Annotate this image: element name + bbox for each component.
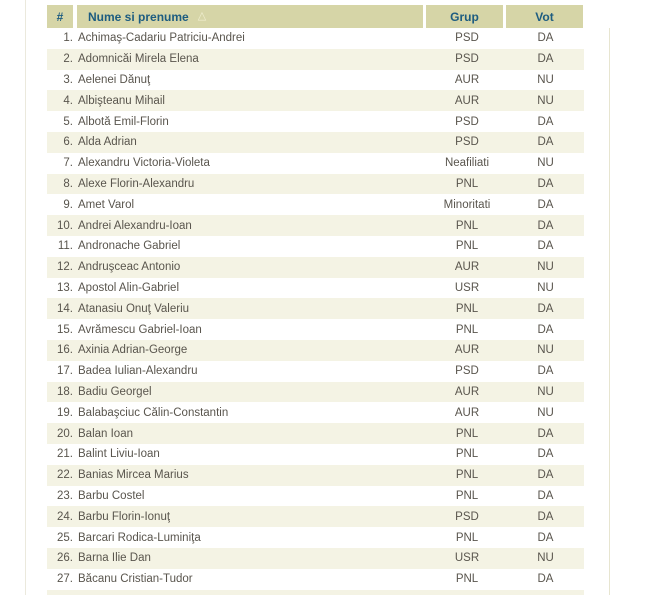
cell-num: 2.	[63, 53, 73, 66]
cell-vote: DA	[537, 573, 554, 586]
cell-group: PNL	[455, 448, 479, 461]
cell-group: PNL	[455, 219, 479, 232]
cell-group: AUR	[454, 261, 480, 274]
column-header-vote[interactable]: Vot	[506, 5, 583, 28]
cell-num: 26.	[57, 552, 73, 565]
cell-vote: DA	[537, 177, 554, 190]
table-body	[47, 28, 584, 590]
cell-group: PNL	[455, 573, 479, 586]
cell-num: 7.	[63, 157, 73, 170]
cell-num: 3.	[63, 73, 73, 86]
cell-name: Barcari Rodica-Luminiţa	[78, 531, 201, 544]
cell-group: PNL	[455, 427, 479, 440]
table-row	[47, 49, 584, 70]
cell-vote: DA	[537, 198, 554, 211]
table-row	[47, 174, 584, 195]
cell-name: Andronache Gabriel	[78, 240, 181, 253]
column-header-name-label: Nume si prenume	[88, 9, 189, 24]
cell-name: Andruşceac Antonio	[78, 261, 181, 274]
table-row	[47, 215, 584, 236]
table-row	[47, 402, 584, 423]
cell-name: Băcanu Cristian-Tudor	[78, 573, 193, 586]
cell-num: 11.	[57, 240, 73, 253]
cell-name: Alda Adrian	[78, 136, 137, 149]
cell-group: AUR	[454, 94, 480, 107]
table-row	[47, 132, 584, 153]
cell-name: Amet Varol	[78, 198, 135, 211]
cell-name: Barbu Florin-Ionuţ	[78, 510, 171, 523]
table-row	[47, 527, 584, 548]
cell-num: 25.	[57, 531, 73, 544]
cell-vote: DA	[537, 240, 554, 253]
table-row	[47, 319, 584, 340]
cell-group: USR	[454, 552, 480, 565]
cell-num: 14.	[57, 302, 73, 315]
cell-num: 21.	[57, 448, 73, 461]
table-row	[47, 361, 584, 382]
cell-group: PSD	[455, 53, 479, 66]
cell-name: Badea Iulian-Alexandru	[78, 365, 198, 378]
cell-vote: DA	[537, 53, 554, 66]
cell-group: PNL	[455, 469, 479, 482]
table-row	[47, 90, 584, 111]
cell-num: 1.	[63, 32, 73, 45]
table-row	[47, 236, 584, 257]
cell-name: Albişteanu Mihail	[78, 94, 165, 107]
cell-group: PNL	[455, 489, 479, 502]
cell-group: AUR	[454, 73, 480, 86]
cell-name: Balan Ioan	[78, 427, 133, 440]
cell-vote: DA	[537, 531, 554, 544]
cell-vote: DA	[537, 489, 554, 502]
cell-group: Neafiliati	[444, 157, 490, 170]
cell-vote: NU	[537, 281, 554, 294]
cell-group: PSD	[455, 136, 479, 149]
cell-name: Albotă Emil-Florin	[78, 115, 169, 128]
cell-num: 9.	[63, 198, 73, 211]
cell-vote: DA	[537, 302, 554, 315]
cell-num: 24.	[57, 510, 73, 523]
cell-group: PNL	[455, 531, 479, 544]
cell-num: 6.	[63, 136, 73, 149]
table-row	[47, 486, 584, 507]
cell-name: Barna Ilie Dan	[78, 552, 151, 565]
cell-name: Alexandru Victoria-Violeta	[78, 157, 210, 170]
cell-name: Axinia Adrian-George	[78, 344, 188, 357]
cell-name: Aelenei Dănuţ	[78, 73, 151, 86]
cell-vote: DA	[537, 323, 554, 336]
cell-num: 8.	[63, 177, 73, 190]
cell-num: 15.	[57, 323, 73, 336]
right-border-line	[609, 28, 610, 595]
cell-group: AUR	[454, 344, 480, 357]
partial-next-row	[47, 590, 584, 595]
table-row	[47, 28, 584, 49]
table-row	[47, 569, 584, 590]
cell-vote: NU	[537, 73, 554, 86]
cell-group: PNL	[455, 302, 479, 315]
cell-num: 20.	[57, 427, 73, 440]
cell-num: 10.	[57, 219, 73, 232]
cell-vote: NU	[537, 552, 554, 565]
cell-group: Minoritati	[443, 198, 491, 211]
cell-vote: DA	[537, 448, 554, 461]
table-row	[47, 423, 584, 444]
table-row	[47, 257, 584, 278]
cell-name: Avrămescu Gabriel-Ioan	[78, 323, 202, 336]
cell-name: Apostol Alin-Gabriel	[78, 281, 179, 294]
cell-num: 5.	[63, 115, 73, 128]
cell-vote: DA	[537, 219, 554, 232]
cell-group: PNL	[455, 177, 479, 190]
table-row	[47, 111, 584, 132]
cell-name: Balint Liviu-Ioan	[78, 448, 160, 461]
table-row	[47, 70, 584, 91]
cell-num: 13.	[57, 281, 73, 294]
cell-vote: NU	[537, 385, 554, 398]
table-header-row	[47, 5, 584, 28]
cell-num: 19.	[57, 406, 73, 419]
cell-group: PNL	[455, 240, 479, 253]
cell-name: Achimaş-Cadariu Patriciu-Andrei	[78, 32, 245, 45]
table-row	[47, 548, 584, 569]
column-header-number[interactable]: #	[47, 5, 73, 28]
cell-vote: DA	[537, 115, 554, 128]
cell-vote: NU	[537, 261, 554, 274]
cell-num: 4.	[63, 94, 73, 107]
cell-num: 16.	[57, 344, 73, 357]
cell-vote: DA	[537, 32, 554, 45]
table-row	[47, 298, 584, 319]
table-row	[47, 444, 584, 465]
column-header-name[interactable]	[77, 5, 423, 28]
cell-vote: NU	[537, 406, 554, 419]
table-row	[47, 340, 584, 361]
vote-results-table	[47, 5, 584, 595]
table-row	[47, 153, 584, 174]
cell-vote: NU	[537, 94, 554, 107]
cell-name: Adomnicăi Mirela Elena	[78, 53, 199, 66]
cell-name: Andrei Alexandru-Ioan	[78, 219, 192, 232]
sort-ascending-icon: △	[197, 10, 207, 22]
cell-group: AUR	[454, 385, 480, 398]
cell-name: Balabaşciuc Călin-Constantin	[78, 406, 229, 419]
cell-num: 12.	[57, 261, 73, 274]
cell-name: Atanasiu Onuţ Valeriu	[78, 302, 190, 315]
table-row	[47, 382, 584, 403]
cell-vote: DA	[537, 469, 554, 482]
table-row	[47, 278, 584, 299]
table-row	[47, 194, 584, 215]
cell-vote: DA	[537, 136, 554, 149]
cell-num: 23.	[57, 489, 73, 502]
cell-name: Alexe Florin-Alexandru	[78, 177, 195, 190]
cell-vote: DA	[537, 427, 554, 440]
column-header-group[interactable]: Grup	[426, 5, 503, 28]
cell-group: USR	[454, 281, 480, 294]
cell-name: Banias Mircea Marius	[78, 469, 189, 482]
cell-vote: NU	[537, 344, 554, 357]
cell-group: PSD	[455, 32, 479, 45]
cell-num: 22.	[57, 469, 73, 482]
table-row	[47, 465, 584, 486]
cell-name: Badiu Georgel	[78, 385, 152, 398]
cell-num: 18.	[57, 385, 73, 398]
table-row	[47, 506, 584, 527]
cell-vote: NU	[537, 157, 554, 170]
cell-num: 17.	[57, 365, 73, 378]
cell-num: 27.	[57, 573, 73, 586]
cell-vote: DA	[537, 510, 554, 523]
cell-group: PSD	[455, 365, 479, 378]
cell-group: AUR	[454, 406, 480, 419]
cell-name: Barbu Costel	[78, 489, 145, 502]
cell-vote: DA	[537, 365, 554, 378]
cell-group: PNL	[455, 323, 479, 336]
cell-group: PSD	[455, 115, 479, 128]
left-border-line	[25, 0, 26, 595]
cell-group: PSD	[455, 510, 479, 523]
